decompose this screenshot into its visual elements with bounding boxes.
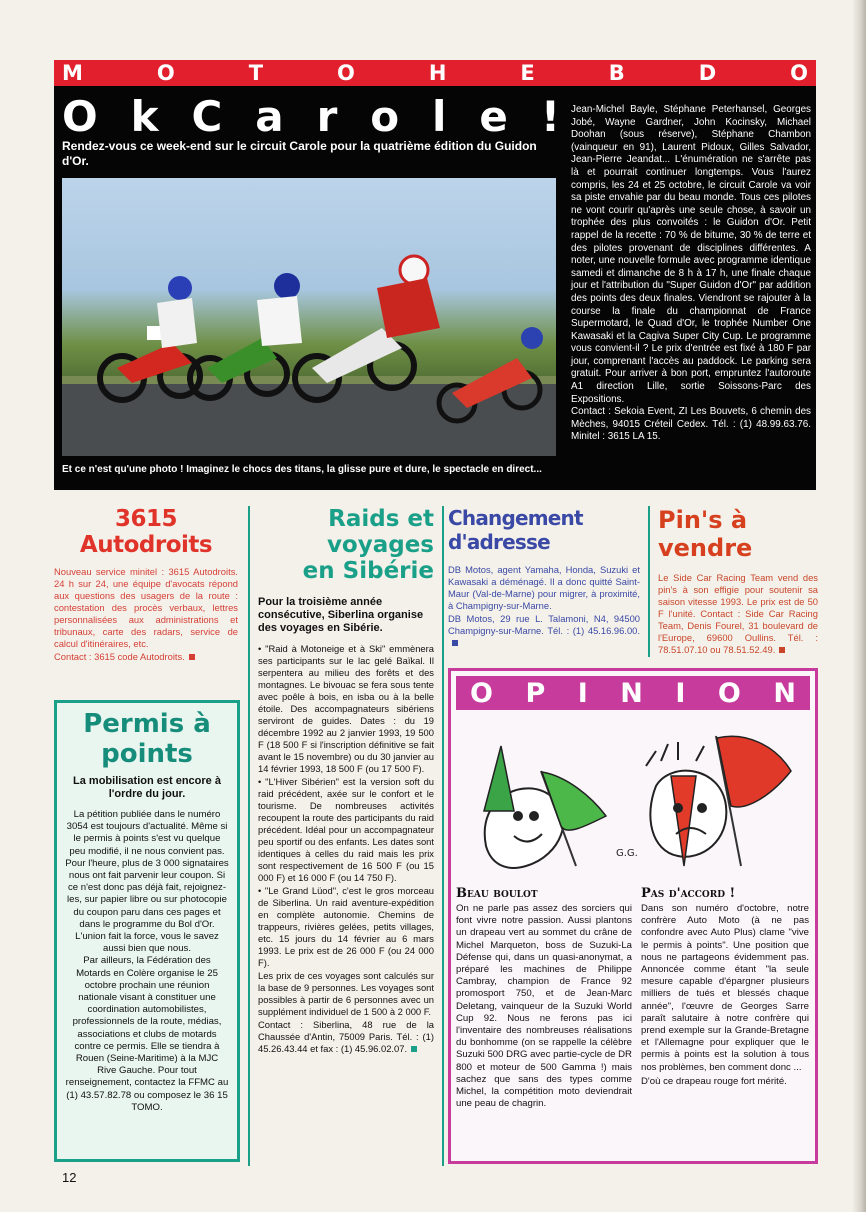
raids-title-line-1: Raids et voyages [326,506,434,558]
main-article-lead: Rendez-vous ce week-end sur le circuit Carole pour la quatrième édition du Guidon d'Or. [62,139,537,168]
masthead-letter: E [520,61,535,85]
raids-paragraph: • "Raid à Motoneige et à Ski" emmènera ses participants sur le lac gelé Baïkal. Il serpentera au milieu des forêts et des montagnes. Le bivouac se fera sous tente avec poêle à bois, en isba ou à la belle étoile. Des accompagnateurs sibériens serviront de guides. Dates : du 19 décembre 1992 au 2 janvier 1993, 19 500 F (18 500 F si l'inscription définitive se fait avant le 15 novembre) ou du 30 janvier au 14 février 1993, 18 500 F (ou 17 500 F). [258,643,434,774]
race-photo [62,178,556,456]
pins-text: Le Side Car Racing Team vend des pin's à son effigie pour soutenir sa saison vitesse 1993. Le prix est de 50 F l'unité. Contact : Side Car Racing Team, Denis Fourel, 31 boulevard de l'Europe, 69600 Oullins. Tél. : 78.51.07.10 ou 78.51.52.49. [658,572,818,655]
title-letter: C [191,91,223,141]
motorcycle-race-illustration [62,178,556,456]
autodroits-body [54,566,238,663]
raids-article [248,506,444,1166]
masthead-letter: H [428,61,447,85]
adresse-body [448,564,640,649]
autodroits-text: Nouveau service minitel : 3615 Autodroits. 24 h sur 24, une équipe d'avocats répond aux questions des usagers de la route : contestation des procès verbaux, lettres personnalisées aux administrations et tribunaux, carte des radars, service de calcul d'itinéraires, etc. [54,566,238,649]
opinion-letter: P [525,677,546,709]
permis-text-1: La pétition publiée dans le numéro 3054 est toujours d'actualité. Même si le permis à points s'est vu quelque peu modifié, il ne nous convient pas. Pour l'heure, plus de 3 000 signataires nous ont fait parvenir leur coupon. Si ce n'est donc pas déjà fait, rejoignez-les, sur papier libre ou sur photocopie du coupon paru dans ces pages et dans le programme du Bol d'Or. L'union fait la force, vous le savez aussi bien que nous. [65,809,229,955]
masthead-letter: B [608,61,625,85]
title-letter: r [316,91,338,141]
flag-heads-cartoon-icon [456,716,810,880]
masthead-letter: O [790,61,808,85]
autodroits-article [54,506,238,664]
raids-title-line-2: en Sibérie [302,558,434,584]
pas-daccord-title: Pas d'accord ! [641,886,736,901]
opinion-banner [456,676,810,710]
permis-article [54,700,240,1162]
raids-paragraph: • "Le Grand Lüod", c'est le gros morceau de Siberlina. Un raid aventure-expédition en complète autonomie. Chemins de trappeurs, rivières gelées, petits villages, etc. 15 jours du 14 février au 6 mars 1993. Le prix est de 26 000 F (ou 24 000 F). [258,885,434,968]
beau-boulot-column [456,886,632,1110]
raids-paragraph: Les prix de ces voyages sont calculés sur la base de 9 personnes. Les voyages sont possibles à partir de 6 personnes avec un supplément individuel de 1 500 à 2 000 F. [258,970,434,1017]
pas-daccord-column [641,886,809,1088]
title-letter: l [432,91,447,141]
title-letter: o [370,91,400,141]
pins-body [658,572,818,656]
pas-daccord-body: Dans son numéro d'octobre, notre confrère Auto Moto (à ne pas confondre avec Auto Plus) clame "vive le permis à points". Une position que nous ne partageons évidemment pas. Annoncée comme étant "la seule mesure capable d'épargner plusieurs milliers de tués et blessés chaque année", l'œuvre de Georges Sarre paraît salutaire à notre confrère qui prend exemple sur la Grande-Bretagne et l'Allemagne pour expliquer que le permis à points est la solution à tous nos problèmes, ben comment donc ... [641,903,809,1073]
permis-title: Permis à points [83,709,211,769]
end-square-icon [411,1046,417,1052]
opinion-letter: N [773,677,796,709]
end-square-icon [189,654,195,660]
raids-lead: Pour la troisième année consécutive, Siberlina organise des voyages en Sibérie. [258,596,424,634]
opinion-letter: O [470,677,493,709]
adresse-text-2: DB Motos, 29 rue L. Talamoni, N4, 94500 Champigny-sur-Marne. Tél. : (1) 45.16.96.00. [448,613,640,636]
pins-article [648,506,818,657]
permis-text-2: Par ailleurs, la Fédération des Motards en Colère organise le 25 octobre prochain une réunion nationale visant à constituer une coordination automobilistes, professionnels de la route, médias, associations et clubs de motards contre ce permis. Elle se tiendra à Rouen (Seine-Maritime) à la MJC Rive Gauche. Pour tout renseignement, contactez la FFMC au (1) 43.57.82.78 ou composez le 36 15 TOMO. [65,955,229,1113]
masthead-letter: D [698,61,717,85]
opinion-letter: I [577,677,588,709]
raids-paragraph: • "L'Hiver Sibérien" est la version soft du raid précédent, axée sur le confort et le tourisme. De nombreuses activités recoupent la route des participants du raid précédent. Idéal pour un accompagnateur peu sportif ou des enfants. Les dates sont identiques à celles du raid mais les prix sont respectivement de 16 500 F (ou 15 000 F) et 16 000 F (ou 14 750 F). [258,776,434,883]
end-square-icon [452,640,458,646]
raids-title [258,506,434,584]
opinion-cartoon [456,716,810,880]
masthead-letter: T [248,61,264,85]
adresse-title: Changement d'adresse [448,506,583,554]
adresse-article [448,506,640,650]
masthead-letter: M [62,61,83,85]
permis-body [65,809,229,1114]
masthead-letter: O [156,61,175,85]
adresse-text-1: DB Motos, agent Yamaha, Honda, Suzuki et Kawasaki a déménagé. Il a donc quitté Saint-Maur (Val-de-Marne) pour migrer, à proximité, à Champigny-sur-Marne. [448,564,640,611]
main-article-text: Jean-Michel Bayle, Stéphane Peterhansel, Georges Jobé, Wayne Gardner, John Kocinsky, Michael Doohan (sous réserve), Stéphane Chambon (vainqueur en 91), Laurent Pidoux, Gilles Salvador, Jean-Pierre Jeandat... L'énumération ne s'arrête pas là et pourrait continuer longtemps. Vous l'aurez compris, les 24 et 25 octobre, le circuit Carole va voir sa piste envahie par du beau monde. Tous ces pilotes ne vont courir qu'après une seule chose, à savoir un trophée des plus convoités : le Guidon d'Or. Petit rappel de la recette : 70 % de bitume, 30 % de terre et des pilotes provenant de disciplines différentes. A noter, une nouvelle formule avec programme identique samedi et dimanche de 8 h à 17 h, une finale chaque jour et l'attribution du "Super Guidon d'Or" par addition des points des deux finales. Viendront se rajouter à la course la finale du championnat de France Supermotard, le Quad d'Or, le trophée Number One Kawasaki et la Cagiva Super City Cup. Le programme vous convient-il ? Le prix d'entrée est fixé à 180 F par jour, comprenant l'accès au paddock. Le parking sera gratuit. Pour arriver à bon port, empruntez l'autoroute A1 direction Lille, sortie Soissons-Parc des Expositions. [571,104,811,405]
title-letter: ! [540,91,560,141]
pas-daccord-conclusion: D'où ce drapeau rouge fort mérité. [641,1075,787,1087]
page-number: 12 [62,1170,77,1185]
opinion-letter: N [620,677,643,709]
photo-caption: Et ce n'est qu'une photo ! Imaginez le chocs des titans, la glisse pure et dure, le spectacle en direct... [62,464,542,475]
opinion-letter: O [717,677,741,709]
main-article-contact: Contact : Sekoia Event, ZI Les Bouvets, 6 chemin des Mèches, 94015 Créteil Cedex. Tél. : (1) 48.99.63.76. Minitel : 3615 LA 15. [571,406,811,443]
masthead-banner [54,60,816,86]
raids-contact: Contact : Siberlina, 48 rue de la Chaussée d'Antin, 75009 Paris. Tél. : (1) 45.26.43.44 et fax : (1) 45.96.02.07. [258,1019,434,1054]
opinion-letter: I [675,677,686,709]
beau-boulot-body: On ne parle pas assez des sorciers qui font vivre notre passion. Aussi plantons un drapeau vert au sommet du crâne de Michel Marqueton, boss de Suzuki-La Défense qui, dans un quasi-anonymat, a préparé les machines de Philippe Cambray, champion de France 92 promosport 750, et de Jean-Marc Deletang, vainqueur de la Suzuki World Cup 92. Nous ne ferons pas ici l'inventaire des nombreuses réalisations du bonhomme (on se rappelle la célèbre Suzuki 500 DRG avec partie-cycle de DR 800 et moteur de 500 Gamma !) mais sachez que sans des types comme Michel, la compétition moto deviendrait une peau de chagrin. [456,903,632,1110]
raids-body [258,643,434,1055]
main-article-title [62,91,560,141]
title-letter: a [255,91,284,141]
title-letter: e [479,91,508,141]
page-edge [852,0,866,1212]
masthead-letter: O [337,61,355,85]
pins-title: Pin's à vendre [658,506,753,562]
beau-boulot-title: Beau boulot [456,886,538,901]
autodroits-contact: Contact : 3615 code Autodroits. [54,651,185,662]
title-letter: O [62,91,98,141]
main-article-body [571,104,811,444]
cartoon-signature: G.G. [616,848,638,859]
title-letter: k [130,91,159,141]
permis-lead: La mobilisation est encore à l'ordre du jour. [73,775,221,800]
autodroits-title: 3615 Autodroits [79,506,213,558]
end-square-icon [779,647,785,653]
